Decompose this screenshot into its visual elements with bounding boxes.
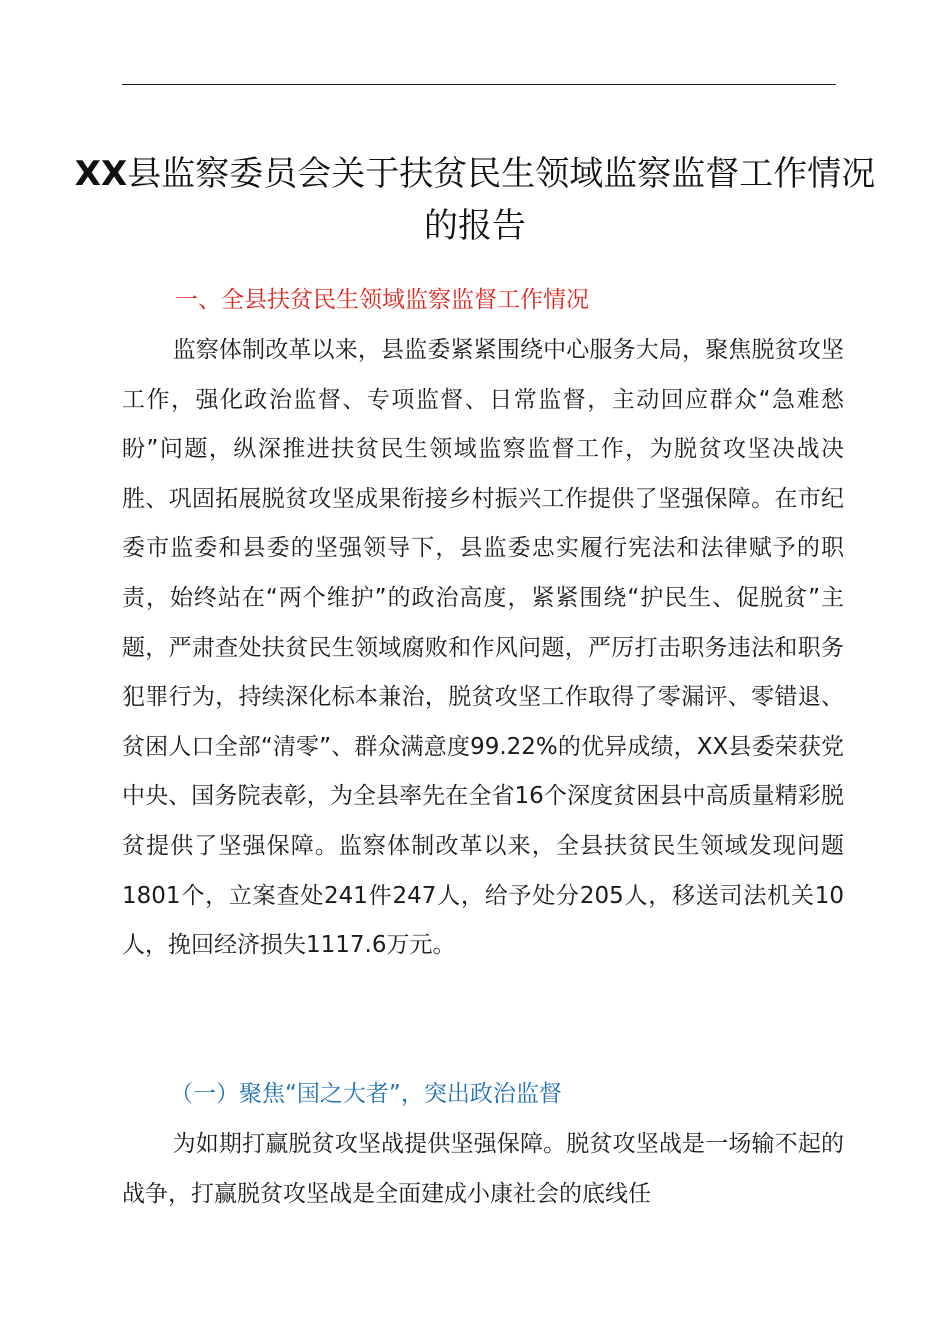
body-paragraph-2: 为如期打赢脱贫攻坚战提供坚强保障。脱贫攻坚战是一场输不起的战争，打赢脱贫攻坚战是全面建成小康社会的底线任 bbox=[122, 1131, 844, 1207]
title-prefix: XX bbox=[74, 154, 128, 194]
header-rule bbox=[122, 84, 836, 85]
subsection-heading: （一）聚焦“国之大者”，突出政治监督 bbox=[170, 1081, 562, 1107]
body-paragraph: 监察体制改革以来，县监委紧紧围绕中心服务大局，聚焦脱贫攻坚工作，强化政治监督、专项监督、日常监督，主动回应群众“急难愁盼”问题，纵深推进扶贫民生领域监察监督工作，为脱贫攻坚决战决胜、巩固拓展脱贫攻坚成果衔接乡村振兴工作提供了坚强保障。在市纪委市监委和县委的坚强领导下，县监委忠实履行宪法和法律赋予的职责，始终站在“两个维护”的政治高度，紧紧围绕“护民生、促脱贫”主题，严肃查处扶贫民生领域腐败和作风问题，严厉打击职务违法和职务犯罪行为，持续深化标本兼治，脱贫攻坚工作取得了零漏评、零错退、贫困人口全部“清零”、群众满意度99.22%的优异成绩，XX县委荣获党中央、国务院表彰，为全县率先在全省16个深度贫困县中高质量精彩脱贫提供了坚强保障。监察体制改革以来，全县扶贫民生领域发现问题1801个，立案查处241件247人，给予处分205人，移送司法机关10人，挽回经济损失1117.6万元。 bbox=[122, 337, 844, 959]
section-heading: 一、全县扶贫民生领域监察监督工作情况 bbox=[175, 287, 589, 313]
title-text: 县监察委员会关于扶贫民生领域监察监督工作情况的报告 bbox=[127, 154, 876, 246]
document-title bbox=[60, 148, 890, 252]
